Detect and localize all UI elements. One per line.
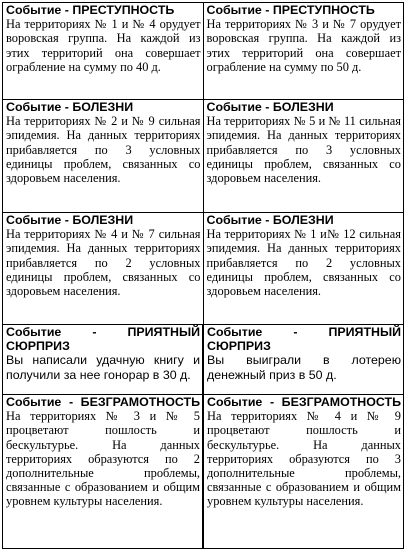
event-card-text: Вы выиграли в лотерею денежный приз в 50 д. (207, 353, 401, 382)
event-card-text: На территориях № 3 и № 7 орудует воровская группа. На каждой из этих территорий она совершает ограбление на сумму по 50 д. (206, 17, 401, 74)
event-card-illiteracy (3, 395, 204, 549)
event-card-disease (3, 100, 204, 213)
event-card-disease (3, 213, 204, 325)
card-row (3, 100, 404, 213)
card-row (3, 395, 404, 549)
event-card-disease (203, 100, 404, 213)
event-card-surprise (3, 325, 204, 395)
card-row (3, 325, 404, 395)
card-row (3, 213, 404, 325)
event-card-crime (3, 3, 204, 100)
event-card-title: Событие - БОЛЕЗНИ (6, 213, 134, 227)
event-card-illiteracy (203, 395, 404, 549)
event-card-text: На территориях № 4 и № 7 сильная эпидемия. На данных территориях прибавляется по 2 условных единицы проблем, связанных со здоровьем населения. (6, 227, 201, 299)
event-card-disease (203, 213, 404, 325)
event-cards-table (2, 2, 404, 549)
event-card-text: На территориях № 2 и № 9 сильная эпидемия. На данных территориях прибавляется по 3 условных единицы проблем, связанных со здоровьем населения. (6, 114, 201, 186)
event-card-title: Событие - ПРЕСТУПНОСТЬ (6, 3, 175, 17)
event-card-text: На территориях № 1 и№ 12 сильная эпидемия. На данных территориях прибавляется по 2 условных единицы проблем, связанных со здоровьем населения. (206, 227, 401, 299)
event-card-title: Событие - БОЛЕЗНИ (6, 100, 134, 114)
event-card-title: Событие - БЕЗГРАМОТНОСТЬ (6, 395, 200, 409)
card-row (3, 3, 404, 100)
event-card-crime (203, 3, 404, 100)
event-card-title: Событие - ПРЕСТУПНОСТЬ (206, 3, 375, 17)
event-card-text: На территориях № 4 и № 9 процветают пошлость и бескультурье. На данных территориях образуются по 3 дополнительные проблемы, связанные с образованием и общим уровнем культуры населения. (207, 409, 401, 509)
event-card-title: Событие - БЕЗГРАМОТНОСТЬ (207, 395, 401, 409)
event-card-title: Событие - ПРИЯТНЫЙ СЮРПРИЗ (207, 325, 401, 354)
event-card-title: Событие - БОЛЕЗНИ (206, 100, 334, 114)
event-card-surprise (203, 325, 404, 395)
event-card-text: Вы написали удачную книгу и получили за нее гонорар в 30 д. (6, 353, 200, 382)
event-card-text: На территориях № 3 и № 5 процветают пошлость и бескультурье. На данных территориях образуются по 2 дополнительные проблемы, связанные с образованием и общим уровнем культуры населения. (6, 409, 200, 509)
event-card-title: Событие - ПРИЯТНЫЙ СЮРПРИЗ (6, 325, 200, 354)
event-card-title: Событие - БОЛЕЗНИ (206, 213, 334, 227)
event-card-text: На территориях № 5 и № 11 сильная эпидемия. На данных территориях прибавляется по 3 условных единицы проблем, связанных со здоровьем населения. (206, 114, 401, 186)
event-card-text: На территориях № 1 и № 4 орудует воровская группа. На каждой из этих территорий она совершает ограбление на сумму по 40 д. (6, 17, 201, 74)
